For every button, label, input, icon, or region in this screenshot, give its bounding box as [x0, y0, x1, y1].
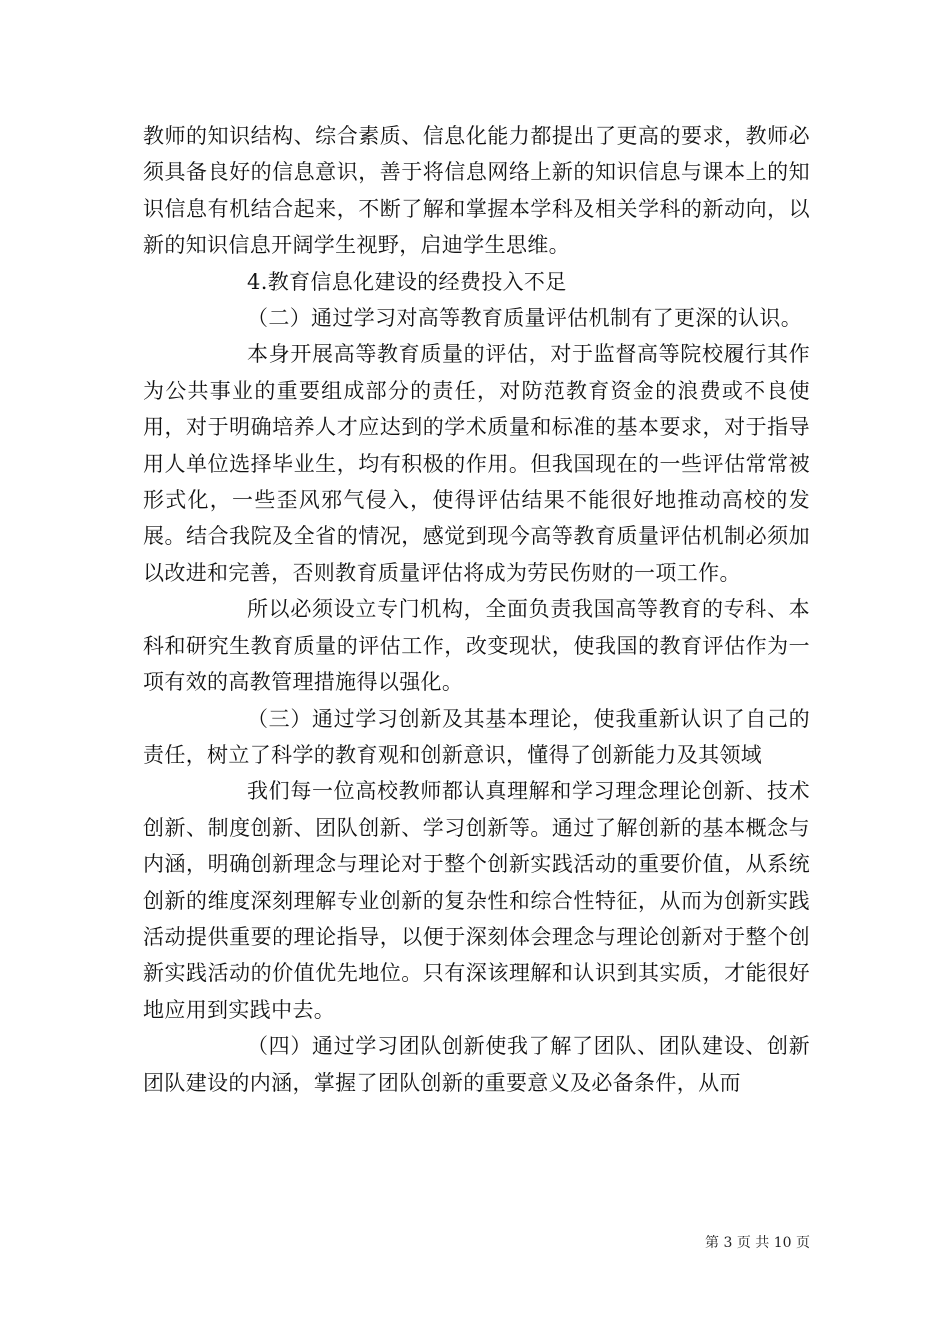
section-heading-3: （三）通过学习创新及其基本理论，使我重新认识了自己的责任，树立了科学的教育观和创新意识，懂得了创新能力及其领域 — [143, 706, 810, 767]
body-text — [143, 118, 810, 1101]
paragraph-innovation: 我们每一位高校教师都认真理解和学习理念理论创新、技术创新、制度创新、团队创新、学习创新等。通过了解创新的基本概念与内涵，明确创新理念与理论对于整个创新实践活动的重要价值，从系统创新的维度深刻理解专业创新的复杂性和综合性特征，从而为创新实践活动提供重要的理论指导，以便于深刻体会理念与理论创新对于整个创新实践活动的价值优先地位。只有深该理解和认识到其实质，才能很好地应用到实践中去。 — [143, 779, 810, 1022]
section-heading-2: （二）通过学习对高等教育质量评估机制有了更深的认识。 — [247, 306, 803, 331]
paragraph-continuation: 教师的知识结构、综合素质、信息化能力都提出了更高的要求，教师必须具备良好的信息意识，善于将信息网络上新的知识信息与课本上的知识信息有机结合起来，不断了解和掌握本学科及相关学科的新动向，以新的知识信息开阔学生视野，启迪学生思维。 — [143, 124, 810, 258]
list-item-funding: 4.教育信息化建设的经费投入不足 — [247, 269, 567, 294]
section-heading-4: （四）通过学习团队创新使我了解了团队、团队建设、创新团队建设的内涵，掌握了团队创新的重要意义及必备条件，从而 — [143, 1034, 810, 1095]
page-number: 第 3 页 共 10 页 — [705, 1235, 810, 1251]
paragraph-evaluation: 本身开展高等教育质量的评估，对于监督高等院校履行其作为公共事业的重要组成部分的责任，对防范教育资金的浪费或不良使用，对于明确培养人才应达到的学术质量和标准的基本要求，对于指导用人单位选择毕业生，均有积极的作用。但我国现在的一些评估常常被形式化，一些歪风邪气侵入，使得评估结果不能很好地推动高校的发展。结合我院及全省的情况，感觉到现今高等教育质量评估机制必须加以改进和完善，否则教育质量评估将成为劳民伤财的一项工作。 — [143, 342, 810, 585]
paragraph-institution: 所以必须设立专门机构，全面负责我国高等教育的专科、本科和研究生教育质量的评估工作，改变现状，使我国的教育评估作为一项有效的高教管理措施得以强化。 — [143, 597, 810, 695]
